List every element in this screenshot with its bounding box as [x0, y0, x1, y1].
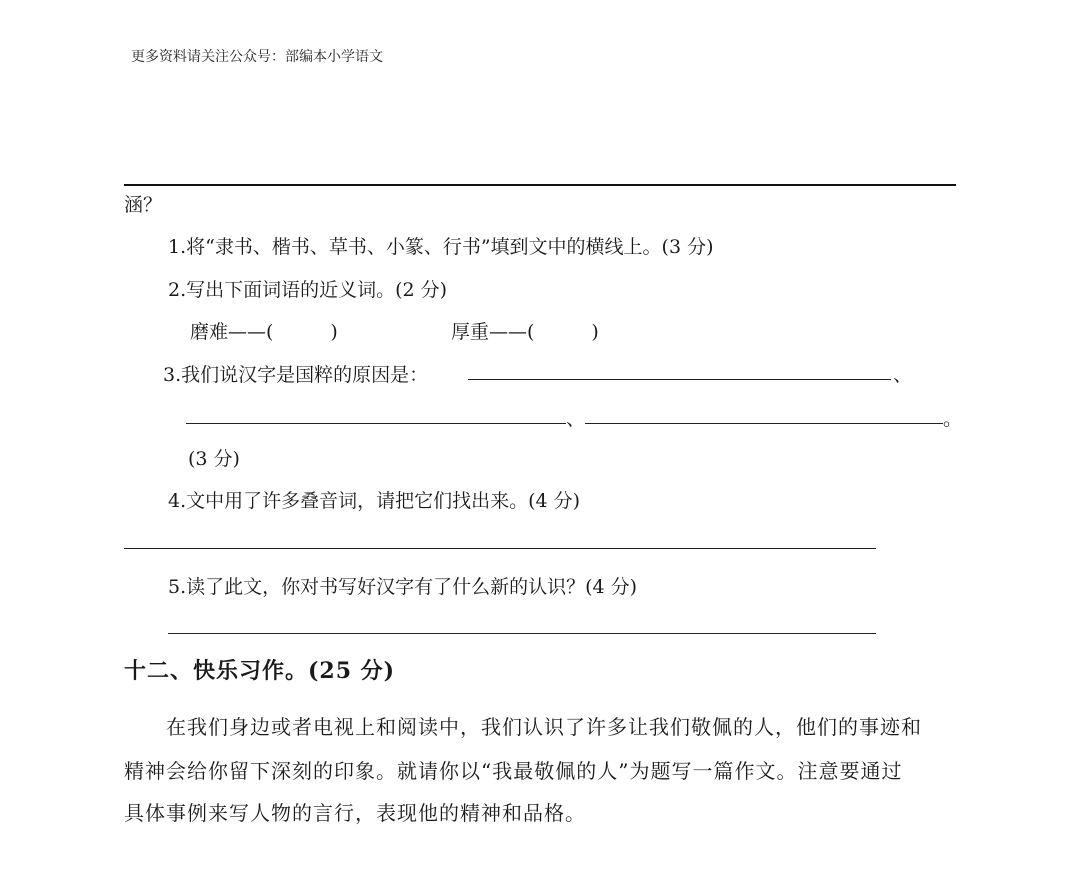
question-5: 5.读了此文，你对书写好汉字有了什么新的认识？(4 分) — [168, 576, 638, 598]
q3-separator: 、 — [566, 408, 586, 430]
answer-line-q3-a — [468, 379, 891, 380]
answer-line-q3-b — [186, 423, 566, 424]
answer-line-q3-c — [585, 423, 943, 424]
question-1: 1.将“隶书、楷书、草书、小篆、行书”填到文中的横线上。(3 分) — [168, 236, 714, 258]
composition-line-3: 具体事例来写人物的言行，表现他的精神和品格。 — [124, 801, 586, 825]
question-4: 4.文中用了许多叠音词，请把它们找出来。(4 分) — [168, 490, 581, 512]
question-3: 3.我们说汉字是国粹的原因是： — [163, 364, 429, 386]
answer-line-q5 — [168, 633, 876, 634]
header-note: 更多资料请关注公众号：部编本小学语文 — [131, 49, 383, 65]
composition-line-1: 在我们身边或者电视上和阅读中，我们认识了许多让我们敬佩的人，他们的事迹和 — [124, 715, 922, 739]
q3-end: 。 — [943, 408, 963, 430]
synonym-item-2: 厚重——( ) — [451, 321, 599, 343]
synonym-item-1: 磨难——( ) — [190, 321, 338, 343]
composition-line-2: 精神会给你留下深刻的印象。就请你以“我最敬佩的人”为题写一篇作文。注意要通过 — [124, 759, 903, 783]
continuation-text: 涵？ — [124, 194, 163, 216]
q3-score: (3 分) — [188, 448, 240, 470]
top-divider — [124, 184, 956, 186]
question-2: 2.写出下面词语的近义词。(2 分) — [168, 279, 448, 301]
q3-comma: 、 — [893, 364, 913, 386]
section-title: 十二、快乐习作。(25 分) — [124, 658, 396, 684]
answer-line-q4 — [124, 548, 876, 549]
